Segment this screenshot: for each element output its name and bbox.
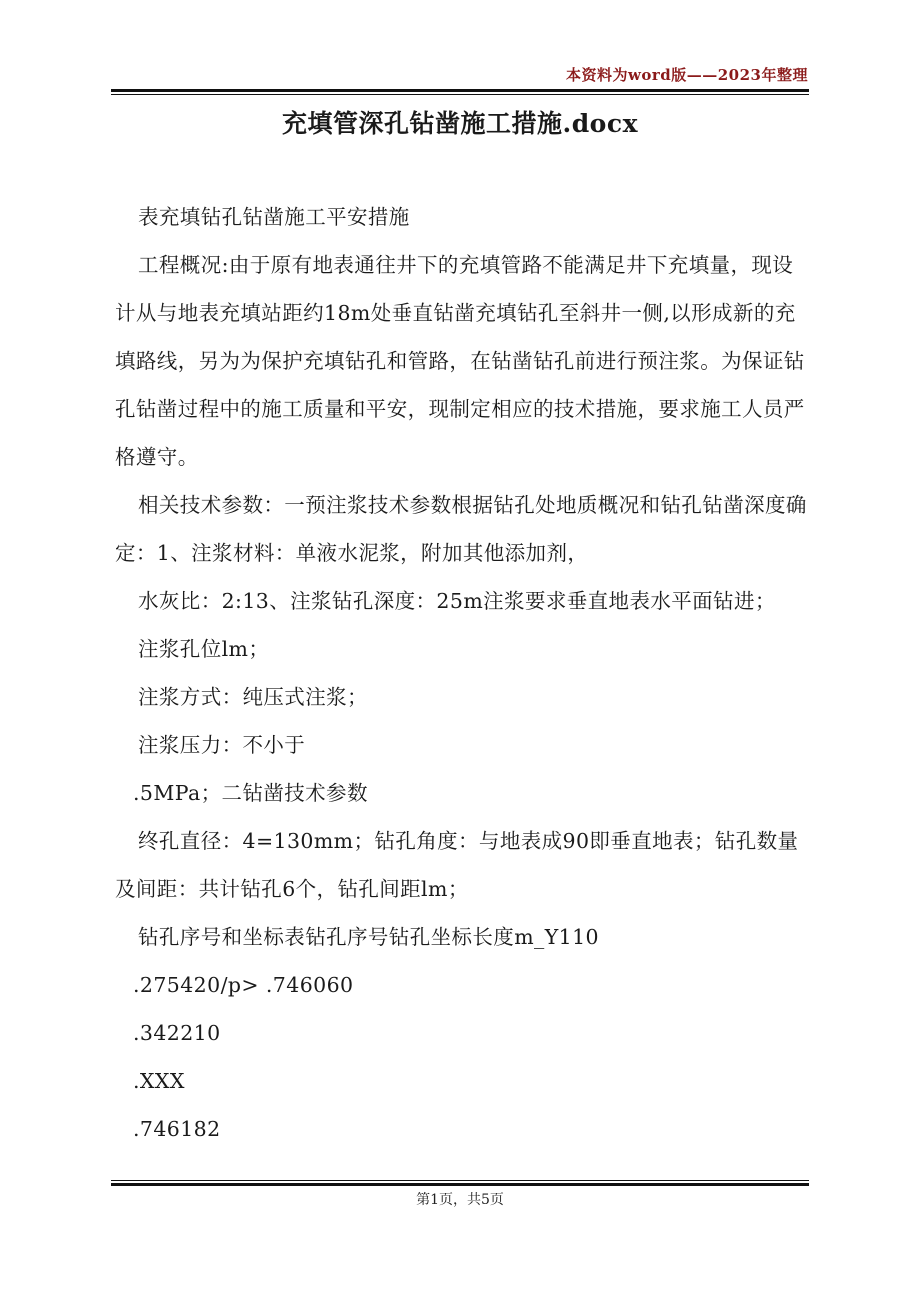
paragraph-14: .746182 [133, 1117, 221, 1141]
header-note: 本资料为word版——2023年整理 [565, 66, 808, 84]
header-rule-thin [111, 94, 809, 95]
paragraph-12: .342210 [133, 1021, 221, 1045]
footer-rule-thick [111, 1183, 809, 1186]
header-rule-thick [111, 89, 809, 92]
paragraph-1: 表充填钻孔钻凿施工平安措施 [138, 205, 410, 229]
paragraph-2: 工程概况:由于原有地表通往井下的充填管路不能满足井下充填量，现设计从与地表充填站距约18m处垂直钻凿充填钻孔至斜井一侧,以形成新的充填路线，另为为保护充填钻孔和管路，在钻凿钻孔前进行预注浆。为保证钻孔钻凿过程中的施工质量和平安，现制定相应的技术措施，要求施工人员严格遵守。 [115, 253, 805, 469]
document-body [115, 193, 810, 1153]
paragraph-3: 相关技术参数：一预注浆技术参数根据钻孔处地质概况和钻孔钻凿深度确定：1、注浆材料：单液水泥浆，附加其他添加剂， [115, 493, 807, 565]
paragraph-11: .275420/p> .746060 [133, 973, 354, 997]
paragraph-7: 注浆压力：不小于 [138, 733, 306, 757]
page-footer: 第1页，共5页 [416, 1192, 504, 1208]
paragraph-6: 注浆方式：纯压式注浆； [138, 685, 368, 709]
paragraph-5: 注浆孔位lm； [138, 637, 270, 661]
paragraph-4: 水灰比：2:13、注浆钻孔深度：25m注浆要求垂直地表水平面钻进； [138, 589, 776, 613]
paragraph-13: .XXX [133, 1069, 185, 1093]
footer-rule-thin [111, 1180, 809, 1181]
paragraph-9: 终孔直径：4=130mm；钻孔角度：与地表成90即垂直地表；钻孔数量及间距：共计钻孔6个，钻孔间距lm； [115, 829, 799, 901]
paragraph-8: .5MPa；二钻凿技术参数 [133, 781, 368, 805]
paragraph-10: 钻孔序号和坐标表钻孔序号钻孔坐标长度m_Y110 [138, 925, 599, 949]
document-title: 充填管深孔钻凿施工措施.docx [282, 109, 638, 138]
